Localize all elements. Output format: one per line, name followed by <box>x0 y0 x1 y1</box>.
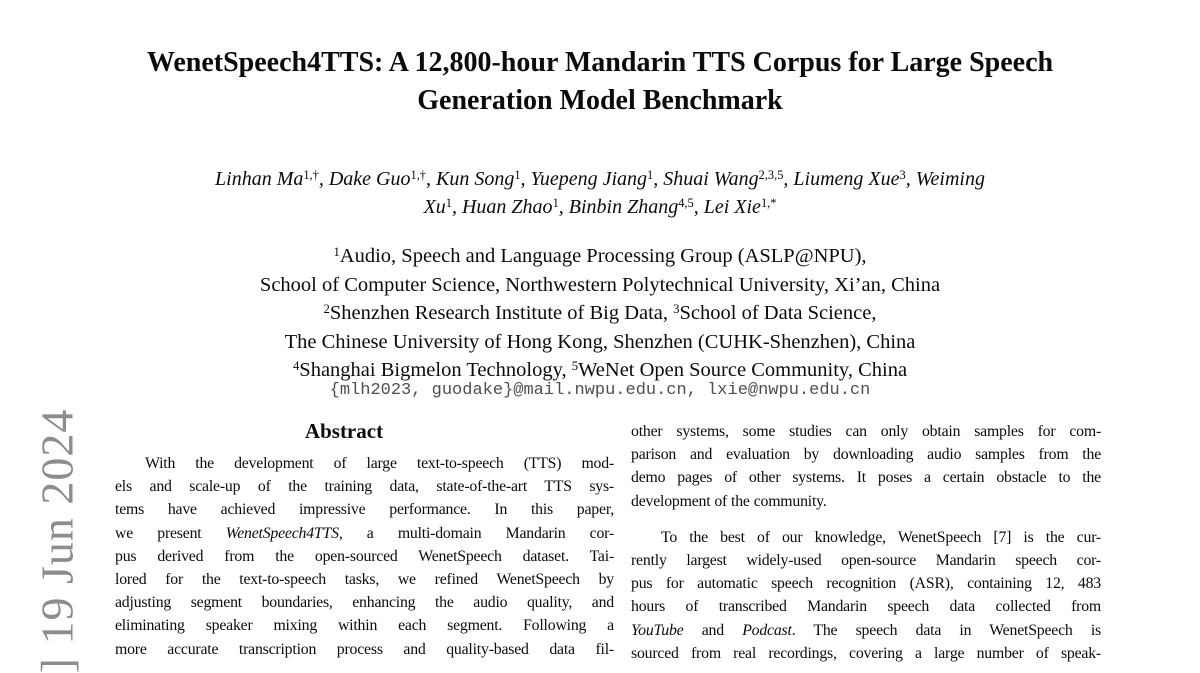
affiliations <box>0 242 1200 385</box>
author-list <box>0 165 1200 221</box>
text-line: other systems, some studies can only obtain samples for com- <box>631 423 1101 440</box>
text-line: parison and evaluation by downloading audio samples from the <box>631 446 1101 464</box>
text-line: els and scale-up of the training data, state-of-the-art TTS sys- <box>115 478 614 496</box>
abstract-heading: Abstract <box>304 419 384 443</box>
affiliation-line: $^1$Audio, Speech and Language Processing Group (ASLP@NPU), <box>333 245 867 267</box>
affiliation-line: $^2$Shenzhen Research Institute of Big Data, $^3$School of Data Science, <box>323 302 877 324</box>
text-line: demo pages of other systems. It poses a certain obstacle to the <box>631 469 1101 487</box>
text-line: pus derived from the open-sourced WenetSpeech dataset. Tai- <box>115 547 614 565</box>
paper-title-line-1: WenetSpeech4TTS: A 12,800-hour Mandarin TTS Corpus for Large Speech <box>146 47 1054 78</box>
paper-title <box>0 44 1200 120</box>
affiliation-line: The Chinese University of Hong Kong, Shenzhen (CUHK-Shenzhen), China <box>284 330 916 353</box>
text-line: YouTube and Podcast. The speech data in WenetSpeech is <box>631 621 1101 639</box>
text-line: With the development of large text-to-speech (TTS) mod- <box>145 455 614 472</box>
affiliation-line: School of Computer Science, Northwestern Polytechnical University, Xi’an, China <box>259 273 941 296</box>
paper-title-line-2: Generation Model Benchmark <box>417 85 783 116</box>
text-line: adjusting segment boundaries, enhancing the audio quality, and <box>115 594 614 612</box>
text-line: eliminating speaker mixing within each segment. Following a <box>115 617 614 635</box>
text-line: development of the community. <box>631 492 827 510</box>
intro-paragraph <box>631 420 1101 513</box>
text-line: more accurate transcription process and quality-based data fil- <box>115 640 614 658</box>
author-line: Xu$^1$, Huan Zhao$^1$, Binbin Zhang$^{4,5}$, Lei Xie$^{1,*}$ <box>423 196 777 218</box>
email-line: {mlh2023, guodake}@mail.nwpu.edu.cn, lxie@nwpu.edu.cn <box>329 381 871 400</box>
affiliation-line: $^4$Shanghai Bigmelon Technology, $^5$WeNet Open Source Community, China <box>292 359 908 381</box>
text-line: lored for the text-to-speech tasks, we refined WenetSpeech by <box>115 570 614 588</box>
text-line: rently largest widely-used open-source Mandarin speech cor- <box>631 551 1101 569</box>
intro-paragraph <box>631 526 1101 665</box>
text-line: hours of transcribed Mandarin speech data collected from <box>631 598 1101 616</box>
text-line: To the best of our knowledge, WenetSpeech [7] is the cur- <box>661 528 1101 546</box>
text-line: pus for automatic speech recognition (ASR), containing 12, 483 <box>631 575 1101 593</box>
text-line: sourced from real recordings, covering a large number of speak- <box>631 644 1101 662</box>
author-line: Linhan $Ma^{1,\dagger}$, Dake Guo$^{1,\dagger}$, Kun Song$^1$, Yuepeng Jiang$^1$, Shuai Wang$^{2,3,5}$, Liumeng Xue$^3$, Weiming <box>215 168 985 190</box>
text-line: tems have achieved impressive performance. In this paper, <box>115 501 614 519</box>
abstract-paragraph <box>115 452 614 661</box>
arxiv-stamp: ] 19 Jun 2024 <box>31 408 83 673</box>
text-line: we present WenetSpeech4TTS, a multi-domain Mandarin cor- <box>115 524 614 542</box>
abstract-column <box>115 452 614 661</box>
intro-column <box>631 420 1101 665</box>
